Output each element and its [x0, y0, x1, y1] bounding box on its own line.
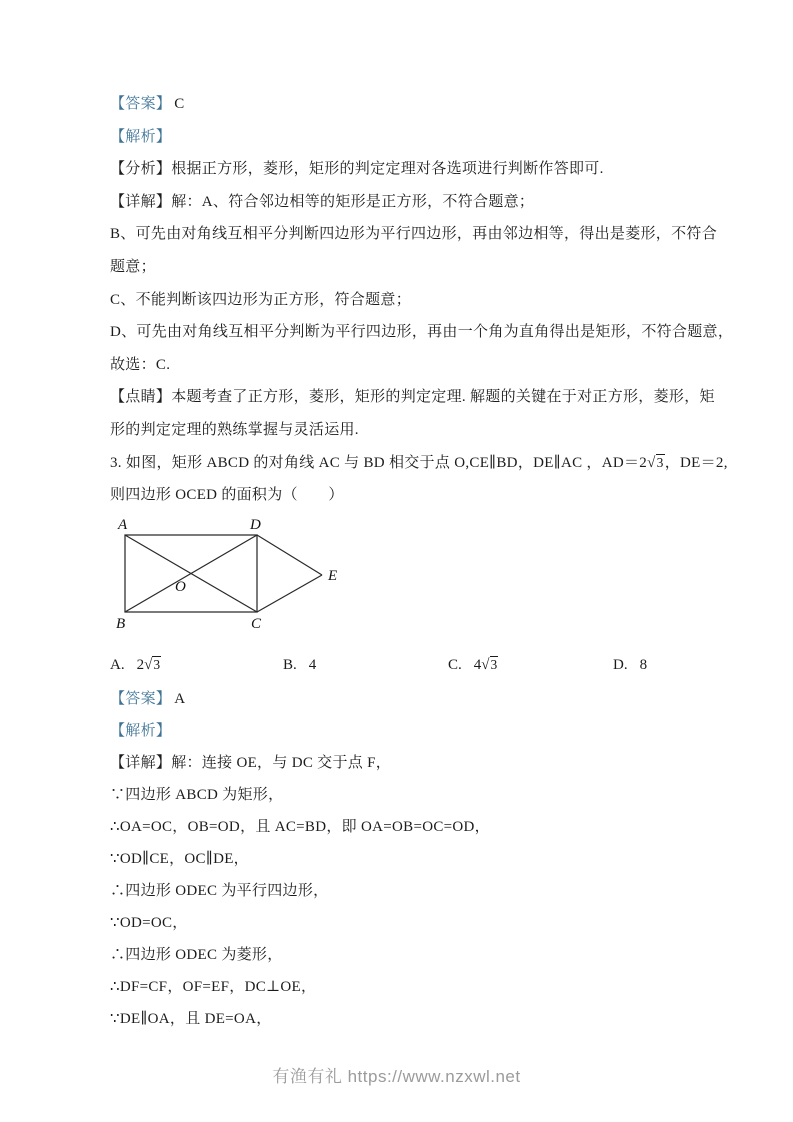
answer-label: 【答案】	[110, 690, 172, 707]
solution-text: B、可先由对角线互相平分判断四边形为平行四边形，再由邻边相等，得出是菱形，不符合	[110, 226, 718, 243]
solution-line	[110, 1003, 722, 1035]
solution-line	[110, 779, 722, 811]
question-text: 3. 如图，矩形 ABCD 的对角线 AC 与 BD 相交于点 O,CE∥BD，DE∥AC ，AD＝2√3，DE＝2,	[110, 454, 728, 471]
solution-text: ∵OD=OC，	[110, 914, 188, 931]
solution-line	[110, 251, 722, 284]
solution-text: ∵OD∥CE，OC∥DE，	[110, 850, 249, 867]
geometry-figure	[109, 515, 722, 645]
analysis-heading-q2	[110, 121, 722, 154]
solution-text: 【分析】根据正方形，菱形，矩形的判定定理对各选项进行判断作答即可.	[110, 161, 604, 178]
option-key: A.	[110, 656, 125, 673]
solution-line	[110, 414, 722, 447]
analysis-label: 【解析】	[110, 722, 172, 739]
question-text: 则四边形 OCED 的面积为（ ）	[110, 487, 344, 504]
solution-line	[110, 349, 722, 382]
figure-label-b: B	[116, 615, 126, 632]
solution-text: ∴四边形 ODEC 为平行四边形，	[110, 882, 329, 899]
solution-line	[110, 875, 722, 907]
question-3-line-2	[110, 479, 722, 512]
solution-line	[110, 316, 734, 349]
solution-line	[110, 843, 722, 875]
figure-drawing	[109, 515, 359, 645]
figure-label-c: C	[251, 615, 262, 632]
solution-line	[110, 284, 722, 317]
solution-text: 形的判定定理的熟练掌握与灵活运用.	[110, 421, 359, 438]
option-value: 8	[639, 656, 648, 673]
option-c	[448, 649, 498, 682]
option-value: 2√3	[136, 656, 161, 673]
sqrt-expression: √3	[481, 656, 498, 673]
solution-text: 故选：C.	[110, 356, 171, 373]
solution-line	[110, 218, 722, 251]
solution-line	[110, 907, 722, 939]
solution-line	[110, 153, 722, 186]
option-b	[283, 649, 316, 682]
option-key: C.	[448, 656, 462, 673]
solution-text: ∵DE∥OA，且 DE=OA，	[110, 1010, 272, 1027]
option-value: 4	[308, 656, 317, 673]
solution-text: 【详解】解：A、符合邻边相等的矩形是正方形，不符合题意；	[110, 193, 535, 210]
solution-text: 题意；	[110, 258, 156, 275]
solution-text: ∵四边形 ABCD 为矩形，	[110, 786, 284, 803]
solution-line	[110, 381, 722, 414]
solution-3-block	[110, 683, 722, 1035]
document-content	[110, 88, 734, 1035]
question-3-line-1	[110, 447, 728, 480]
solution-text: ∴四边形 ODEC 为菱形，	[110, 946, 283, 963]
option-d	[613, 649, 647, 682]
solution-text: C、不能判断该四边形为正方形，符合题意；	[110, 291, 412, 308]
option-a	[110, 649, 161, 682]
solution-text: D、可先由对角线互相平分判断为平行四边形，再由一个角为直角得出是矩形，不符合题意，	[110, 324, 734, 341]
solution-line	[110, 811, 722, 843]
answer-value: C	[174, 96, 185, 112]
options-row	[110, 649, 722, 682]
solution-line	[110, 939, 722, 971]
option-key: B.	[283, 656, 297, 673]
solution-text: 【详解】解：连接 OE，与 DC 交于点 F，	[110, 754, 392, 771]
figure-label-e: E	[328, 567, 338, 584]
solution-text: 【点睛】本题考查了正方形，菱形，矩形的判定定理. 解题的关键在于对正方形，菱形，矩	[110, 389, 715, 406]
analysis-heading-q3	[110, 715, 722, 747]
solution-text: ∴OA=OC，OB=OD，且 AC=BD，即 OA=OB=OC=OD，	[110, 818, 490, 835]
answer-line-q3	[110, 683, 722, 715]
analysis-label: 【解析】	[110, 128, 172, 145]
solution-line	[110, 186, 722, 219]
sqrt-expression: √3	[144, 656, 161, 673]
segment-ce	[257, 575, 322, 612]
figure-label-a: A	[118, 516, 128, 533]
footer-watermark: 有渔有礼 https://www.nzxwl.net	[272, 1067, 521, 1086]
option-value: 4√3	[473, 656, 498, 673]
segment-de	[257, 535, 322, 575]
figure-label-o: O	[175, 578, 186, 595]
solution-text: ∴DF=CF，OF=EF，DC⊥OE，	[110, 978, 317, 995]
option-key: D.	[613, 656, 628, 673]
answer-label: 【答案】	[110, 96, 172, 112]
solution-line	[110, 747, 722, 779]
answer-value: A	[174, 690, 186, 707]
solution-line	[110, 971, 722, 1003]
sqrt-expression: √3	[647, 454, 664, 471]
answer-line-q2	[110, 88, 722, 121]
figure-label-d: D	[250, 516, 261, 533]
